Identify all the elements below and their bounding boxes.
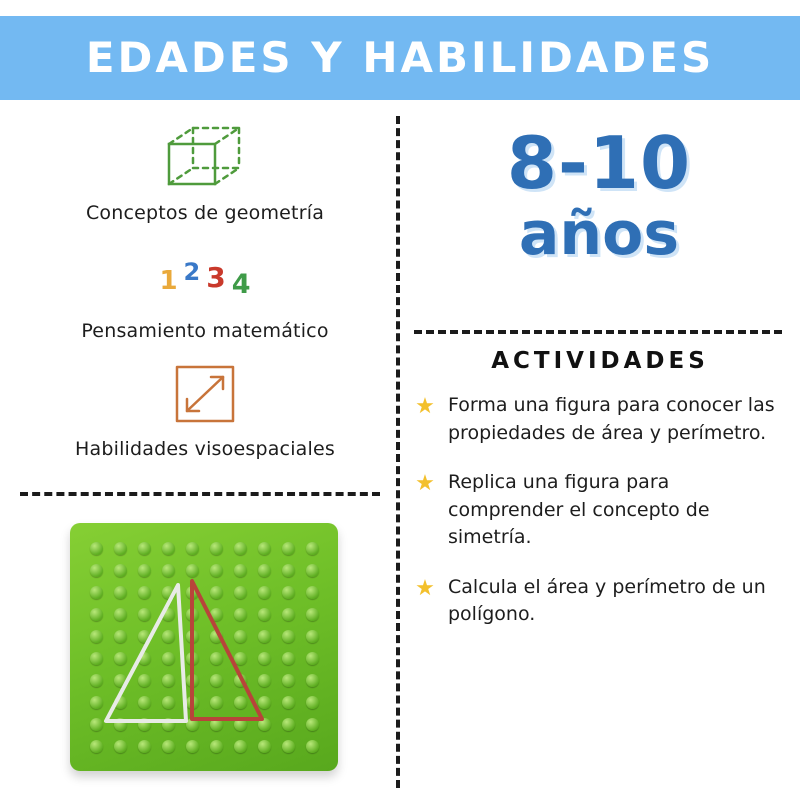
number-two: 2 [183, 258, 201, 286]
skill-item-visuospatial [20, 358, 390, 460]
page-title: EDADES Y HABILIDADES [85, 33, 715, 82]
activities-section [414, 348, 786, 651]
numbers-1234-icon [159, 240, 250, 312]
activity-text: Forma una figura para conocer las propiedades de área y perímetro. [448, 394, 775, 444]
star-icon: ★ [415, 394, 435, 419]
vertical-divider [396, 116, 400, 788]
number-three: 3 [206, 261, 226, 294]
age-number: 8-10 [506, 121, 692, 205]
age-block [414, 121, 784, 269]
cube-wireframe-icon [159, 122, 251, 194]
list-item [414, 392, 786, 447]
geoboard-base [70, 523, 338, 771]
left-horizontal-divider [20, 492, 380, 496]
age-unit: años [518, 198, 680, 269]
number-four: 4 [231, 269, 251, 300]
geoboard-photo [20, 505, 390, 785]
skill-label: Pensamiento matemático [81, 320, 329, 342]
skill-item-geometry [20, 122, 390, 224]
right-horizontal-divider [414, 330, 782, 334]
skill-label: Habilidades visoespaciales [75, 438, 335, 460]
star-icon: ★ [415, 471, 435, 497]
list-item [414, 574, 786, 629]
star-icon: ★ [415, 575, 435, 601]
square-diagonal-arrows-icon [169, 358, 241, 430]
skill-label: Conceptos de geometría [85, 202, 325, 224]
activity-text: Replica una figura para comprender el concepto de simetría. [448, 471, 710, 549]
header-banner [0, 16, 800, 100]
activities-title: ACTIVIDADES [491, 348, 709, 374]
number-one: 1 [159, 266, 178, 296]
activity-text: Calcula el área y perímetro de un polígono. [448, 575, 766, 626]
skill-item-math [20, 240, 390, 342]
skills-list [20, 122, 390, 476]
list-item [414, 469, 786, 552]
